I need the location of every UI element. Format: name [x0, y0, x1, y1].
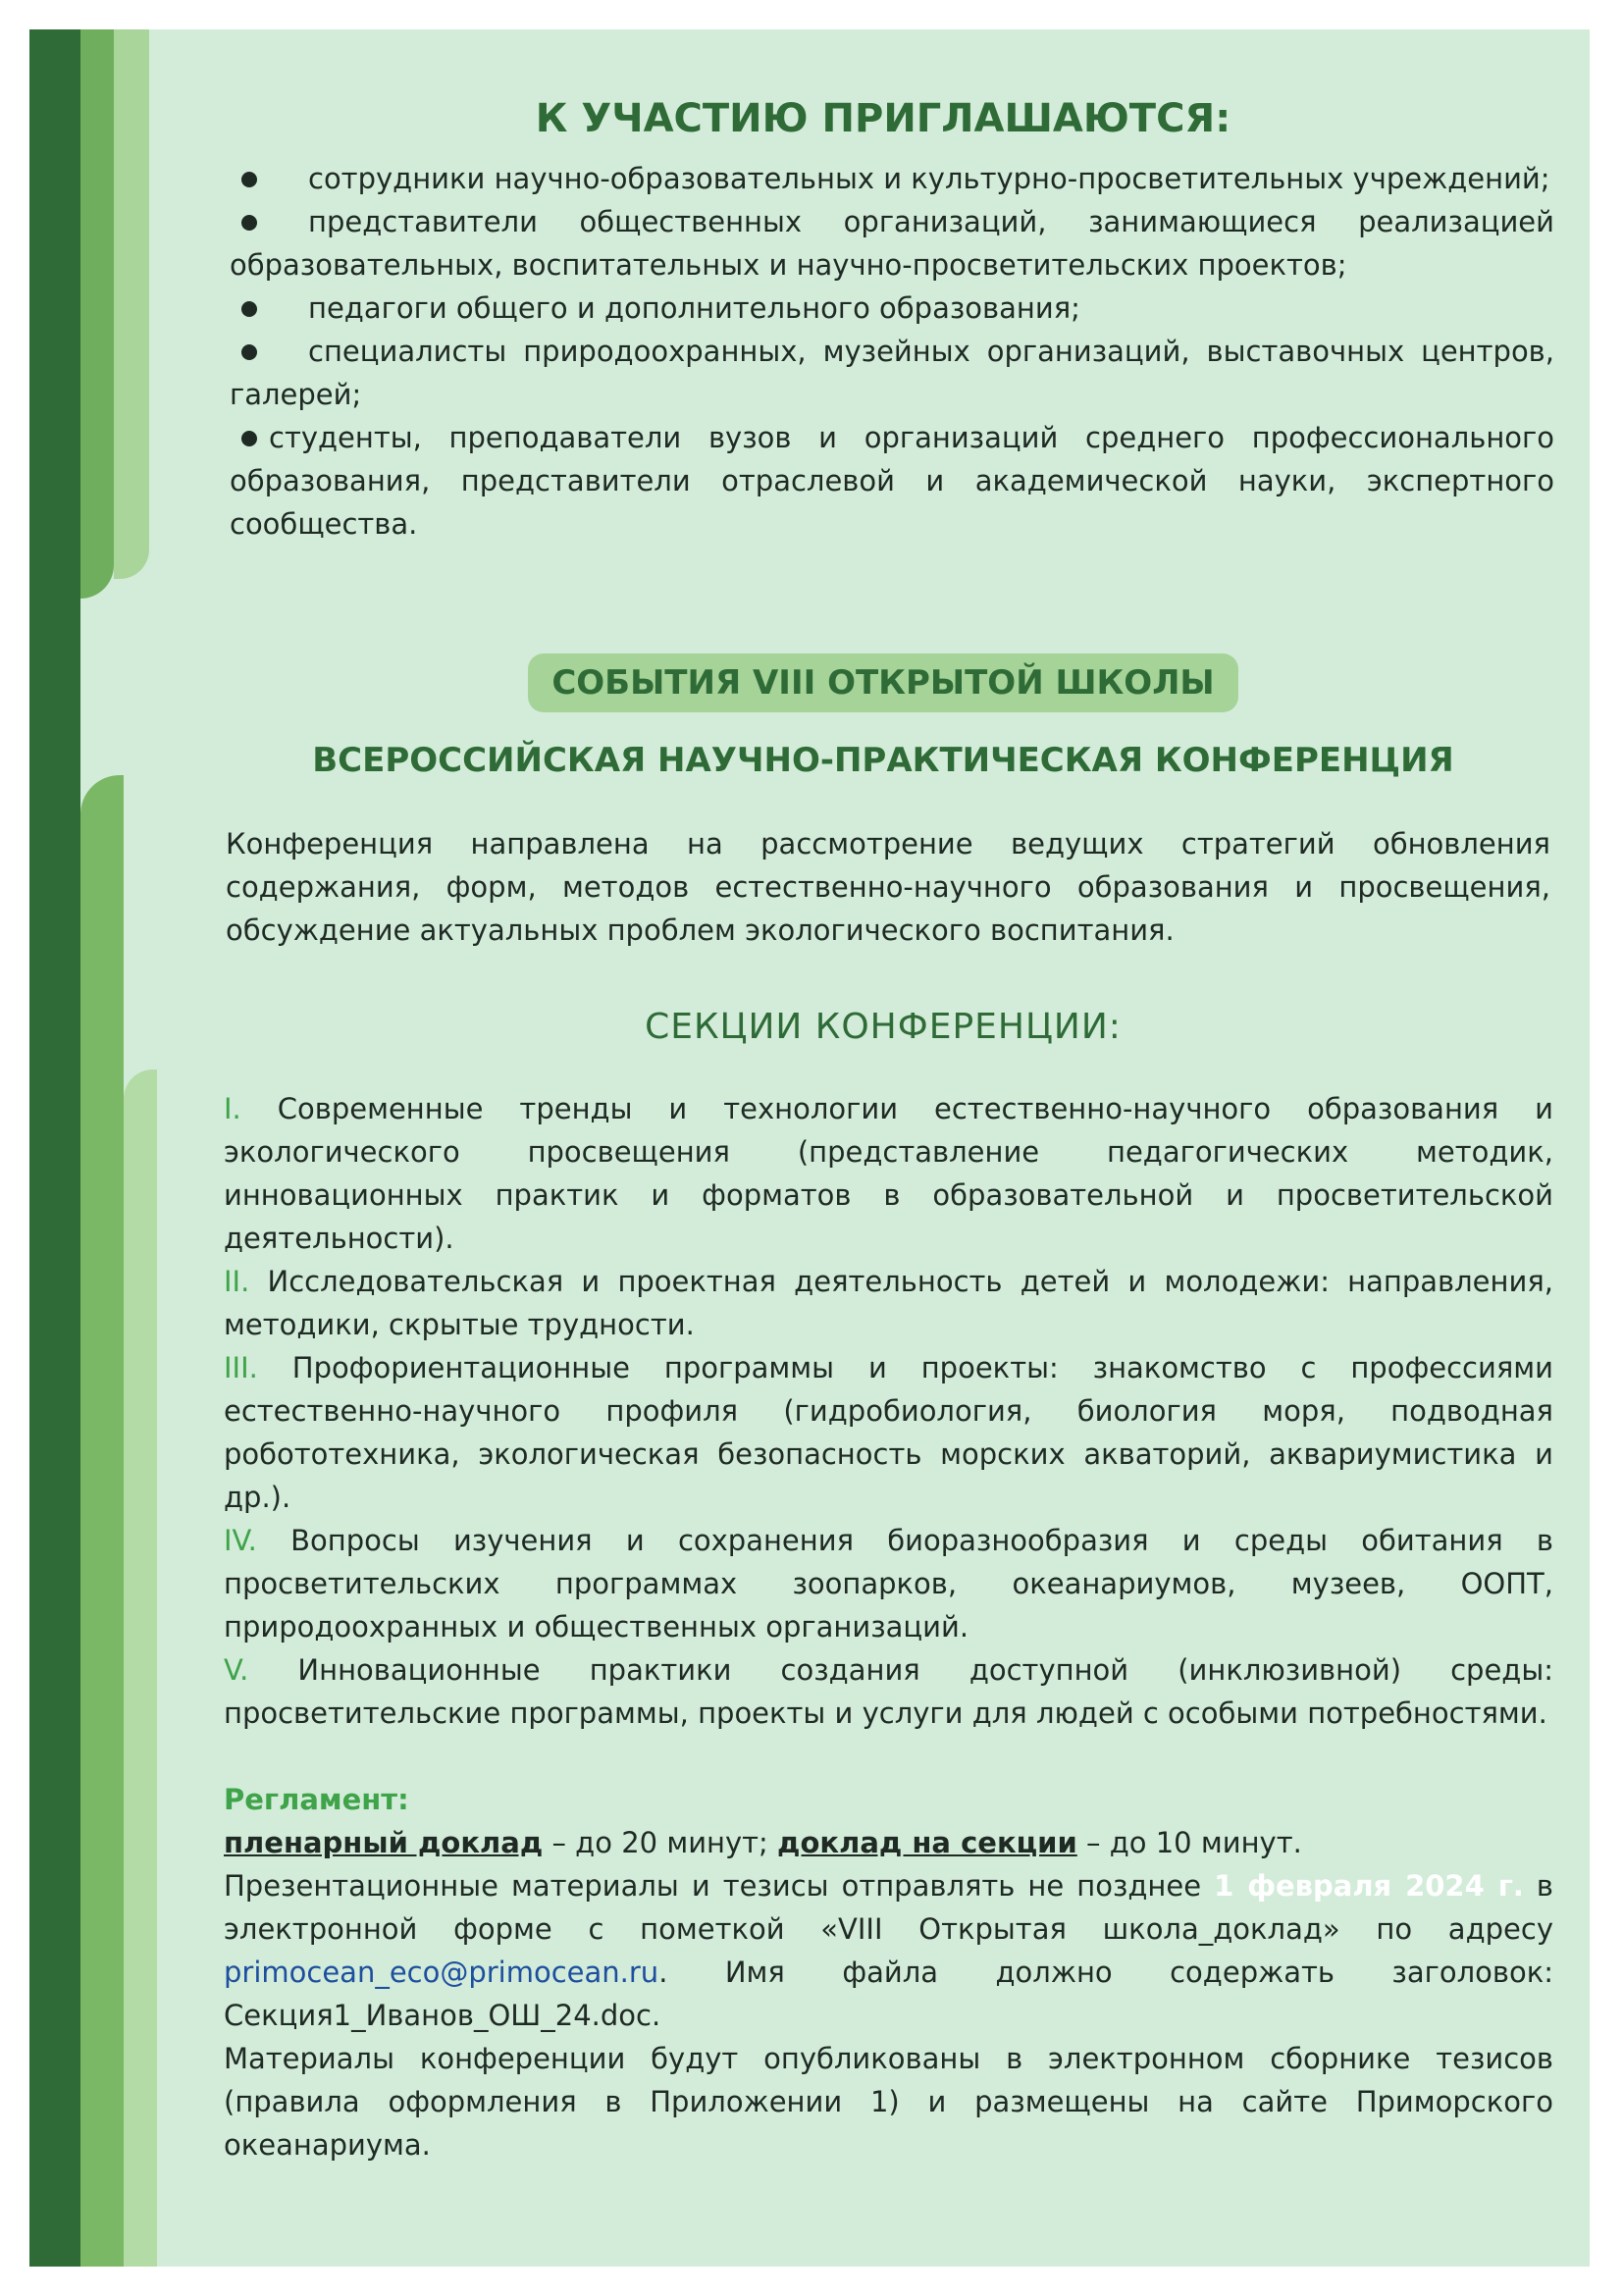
bullet-icon	[241, 301, 257, 317]
deadline-date: 1 февраля 2024 г.	[1214, 1869, 1524, 1903]
section-item	[224, 1087, 1553, 1260]
page-sheet	[29, 29, 1590, 2267]
section-number: I.	[224, 1092, 241, 1125]
bullet-icon	[241, 344, 257, 360]
form-text: в электронной форме с пометкой «VIII Открытая школа_доклад» по адресу	[224, 1869, 1553, 1946]
plenary-time: – до 20 минут;	[543, 1826, 778, 1859]
conference-title: ВСЕРОССИЙСКАЯ НАУЧНО-ПРАКТИЧЕСКАЯ КОНФЕРЕНЦИЯ	[312, 741, 1454, 780]
decorative-band-dark	[29, 29, 80, 2267]
list-item: педагоги общего и дополнительного образования;	[230, 287, 1554, 330]
submit-text: Презентационные материалы и тезисы отправлять не позднее	[224, 1869, 1215, 1903]
section-text: Исследовательская и проектная деятельность детей и молодежи: направления, методики, скрытые трудности.	[224, 1265, 1553, 1341]
publication-info: Материалы конференции будут опубликованы в электронном сборнике тезисов (правила оформления в Приложении 1) и размещены на сайте Приморского океанариума.	[224, 2042, 1553, 2162]
decorative-band-mid	[80, 29, 114, 599]
sections-list	[224, 1087, 1553, 1735]
invite-title: К УЧАСТИЮ ПРИГЛАШАЮТСЯ:	[535, 96, 1231, 141]
decorative-band-mid-lower	[80, 775, 124, 2267]
list-item: студенты, преподаватели вузов и организаций среднего профессионального образования, представители отраслевой и академической науки, экспертного сообщества.	[230, 421, 1554, 541]
section-label: доклад на секции	[777, 1826, 1077, 1859]
section-number: II.	[224, 1265, 250, 1298]
events-pill: СОБЫТИЯ VIII ОТКРЫТОЙ ШКОЛЫ	[528, 653, 1237, 712]
content	[196, 29, 1570, 2267]
section-item	[224, 1519, 1553, 1648]
list-item: сотрудники научно-образовательных и культурно-просветительных учреждений;	[230, 157, 1554, 200]
section-text: Вопросы изучения и сохранения биоразнообразия и среды обитания в просветительских программах зоопарков, океанариумов, музеев, ООПТ, природоохранных и общественных организаций.	[224, 1524, 1553, 1644]
section-item	[224, 1260, 1553, 1346]
section-time: – до 10 минут.	[1076, 1826, 1302, 1859]
email-link[interactable]: primocean_eco@primocean.ru	[224, 1956, 659, 1989]
regulations-timing	[224, 1821, 1553, 1864]
section-item	[224, 1648, 1553, 1735]
events-heading	[196, 653, 1570, 712]
list-item: специалисты природоохранных, музейных организаций, выставочных центров, галерей;	[230, 335, 1554, 411]
plenary-label: пленарный доклад	[224, 1826, 544, 1859]
section-number: V.	[224, 1653, 249, 1687]
submission-info	[224, 1864, 1553, 2037]
section-text: Современные тренды и технологии естественно-научного образования и экологического просвещения (представление педагогических методик, инновационных практик и форматов в образовательной и просветительской деятельности).	[224, 1092, 1553, 1255]
sections-title: СЕКЦИИ КОНФЕРЕНЦИИ:	[645, 1007, 1122, 1047]
regulations-title: Регламент:	[224, 1783, 409, 1816]
bullet-icon	[241, 431, 257, 446]
section-text: Профориентационные программы и проекты: знакомство с профессиями естественно-научного профиля (гидробиология, биология моря, подводная робототехника, экологическая безопасность морских акваторий, аквариумистика и др.).	[224, 1351, 1553, 1514]
filename-text: . Имя файла должно содержать заголовок: Секция1_Иванов_ОШ_24.doc.	[224, 1956, 1553, 2032]
section-item	[224, 1346, 1553, 1519]
regulations	[224, 1778, 1553, 2166]
list-item: представители общественных организаций, занимающиеся реализацией образовательных, воспитательных и научно-просветительских проектов;	[230, 205, 1554, 282]
decorative-band-light	[114, 29, 149, 579]
conference-intro: Конференция направлена на рассмотрение ведущих стратегий обновления содержания, форм, методов естественно-научного образования и просвещения, обсуждение актуальных проблем экологического воспитания.	[226, 827, 1550, 947]
invite-list	[230, 157, 1554, 546]
section-number: III.	[224, 1351, 258, 1384]
section-text: Инновационные практики создания доступной (инклюзивной) среды: просветительские программы, проекты и услуги для людей с особыми потребностями.	[224, 1653, 1554, 1730]
decorative-band-light-lower	[124, 1070, 157, 2267]
bullet-icon	[241, 172, 257, 187]
bullet-icon	[241, 215, 257, 231]
section-number: IV.	[224, 1524, 257, 1557]
